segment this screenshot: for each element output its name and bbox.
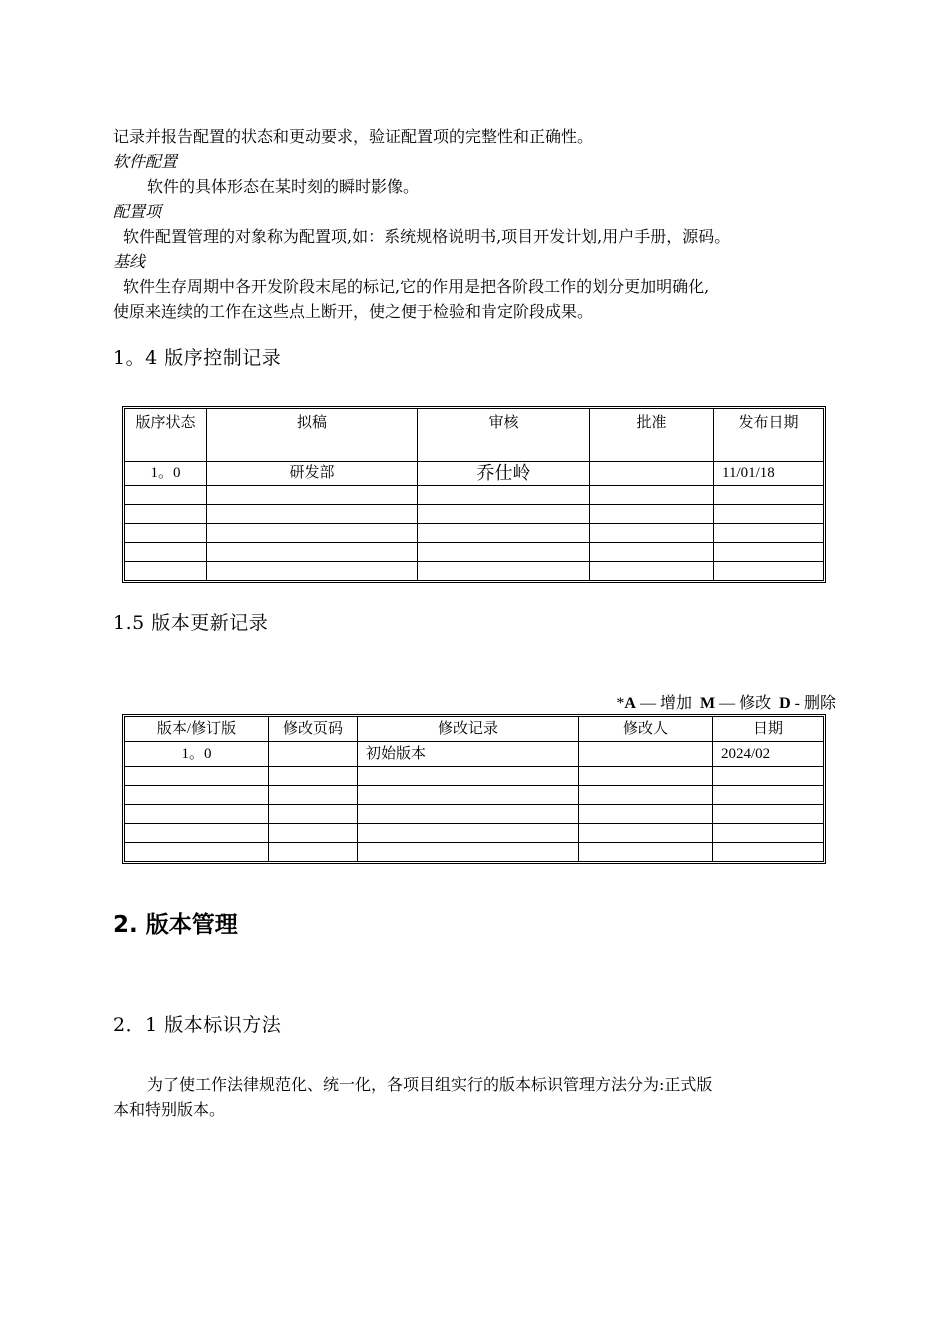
legend-m: M	[699, 695, 716, 712]
table-cell	[713, 805, 823, 824]
table-cell: 1。0	[125, 462, 207, 486]
header-cell: 拟稿	[207, 409, 418, 462]
table-cell	[358, 767, 579, 786]
table-row	[125, 562, 823, 580]
table-cell	[125, 843, 269, 861]
table-cell: 11/01/18	[714, 462, 823, 486]
term-config-item: 配置项	[113, 202, 162, 221]
header-cell: 修改记录	[358, 717, 579, 742]
table-cell	[714, 486, 823, 505]
table-cell	[714, 524, 823, 543]
legend-d: D	[779, 695, 791, 712]
table-cell	[358, 805, 579, 824]
table-cell	[590, 524, 714, 543]
table-row	[125, 543, 823, 562]
table-cell	[714, 543, 823, 562]
table-row	[125, 767, 823, 786]
header-cell: 版序状态	[125, 409, 207, 462]
table-cell	[590, 543, 714, 562]
table-cell	[579, 786, 713, 805]
table-cell	[590, 562, 714, 580]
paragraph-2-1-line2: 本和特别版本。	[113, 1100, 226, 1119]
desc-software-config: 软件的具体形态在某时刻的瞬时影像。	[147, 177, 420, 196]
legend-d-text: - 删除	[790, 695, 836, 712]
table-cell	[579, 742, 713, 767]
table-row	[125, 805, 823, 824]
table-row	[125, 786, 823, 805]
table-cell: 1。0	[125, 742, 269, 767]
heading-1-5: 1.5 版本更新记录	[113, 612, 269, 634]
table-cell	[358, 786, 579, 805]
table-cell	[579, 843, 713, 861]
change-type-legend	[616, 690, 836, 713]
table-header-row	[125, 717, 823, 742]
header-cell: 日期	[713, 717, 823, 742]
table-cell	[579, 805, 713, 824]
desc-baseline-line1: 软件生存周期中各开发阶段末尾的标记,它的作用是把各阶段工作的划分更加明确化,	[123, 277, 710, 296]
table-cell	[125, 562, 207, 580]
table-cell	[125, 524, 207, 543]
table-cell	[418, 486, 590, 505]
term-baseline: 基线	[113, 252, 146, 271]
table-cell	[358, 843, 579, 861]
table-cell	[579, 767, 713, 786]
table-cell	[207, 505, 418, 524]
table-cell	[125, 505, 207, 524]
term-software-config: 软件配置	[113, 152, 178, 171]
table-cell	[269, 742, 358, 767]
table-cell	[713, 767, 823, 786]
table-cell	[125, 824, 269, 843]
table-cell	[418, 562, 590, 580]
table-cell	[125, 786, 269, 805]
table-cell: 2024/02	[713, 742, 823, 767]
table-row	[125, 462, 823, 486]
table-cell	[125, 486, 207, 505]
table-row	[125, 843, 823, 861]
table-cell	[358, 824, 579, 843]
table-row	[125, 524, 823, 543]
table-cell	[207, 543, 418, 562]
table-cell	[713, 824, 823, 843]
table-header-row	[125, 409, 823, 462]
intro-text: 记录并报告配置的状态和更动要求，验证配置项的完整性和正确性。	[113, 127, 594, 146]
legend-a-text: — 增加	[635, 695, 700, 712]
table-cell	[125, 767, 269, 786]
table-cell	[125, 543, 207, 562]
table-cell	[418, 543, 590, 562]
header-cell: 修改人	[579, 717, 713, 742]
version-update-table	[122, 714, 826, 864]
table-row	[125, 742, 823, 767]
legend-asterisk: *	[616, 695, 625, 712]
table-row	[125, 505, 823, 524]
table-cell	[269, 767, 358, 786]
heading-2: 2. 版本管理	[113, 912, 238, 938]
table-row	[125, 486, 823, 505]
table-cell	[269, 805, 358, 824]
table-cell	[714, 505, 823, 524]
table-cell	[714, 562, 823, 580]
table-cell	[269, 824, 358, 843]
header-cell: 版本/修订版	[125, 717, 269, 742]
table-cell	[590, 486, 714, 505]
desc-baseline-line2: 使原来连续的工作在这些点上断开，使之便于检验和肯定阶段成果。	[113, 302, 594, 321]
table-row	[125, 824, 823, 843]
table-cell	[590, 462, 714, 486]
table-cell	[713, 786, 823, 805]
heading-1-4: 1。4 版序控制记录	[113, 347, 282, 369]
heading-2-1: 2．1 版本标识方法	[113, 1014, 282, 1036]
table-cell	[269, 843, 358, 861]
legend-a: A	[624, 695, 636, 712]
table-cell	[125, 805, 269, 824]
header-cell: 发布日期	[714, 409, 823, 462]
legend-m-text: — 修改	[715, 695, 780, 712]
version-control-table	[122, 406, 826, 583]
table-cell	[207, 524, 418, 543]
table-cell	[418, 524, 590, 543]
table-cell	[713, 843, 823, 861]
header-cell: 审核	[418, 409, 590, 462]
desc-config-item: 软件配置管理的对象称为配置项,如：系统规格说明书,项目开发计划,用户手册，源码。	[123, 227, 731, 246]
header-cell: 修改页码	[269, 717, 358, 742]
table-cell: 研发部	[207, 462, 418, 486]
table-cell	[207, 562, 418, 580]
table-cell	[207, 486, 418, 505]
table-cell	[418, 505, 590, 524]
table-cell	[269, 786, 358, 805]
table-cell	[579, 824, 713, 843]
header-cell: 批准	[590, 409, 714, 462]
table-cell: 初始版本	[358, 742, 579, 767]
table-cell	[590, 505, 714, 524]
table-cell: 乔仕岭	[418, 462, 590, 486]
paragraph-2-1-line1: 为了使工作法律规范化、统一化，各项目组实行的版本标识管理方法分为:正式版	[147, 1075, 713, 1094]
